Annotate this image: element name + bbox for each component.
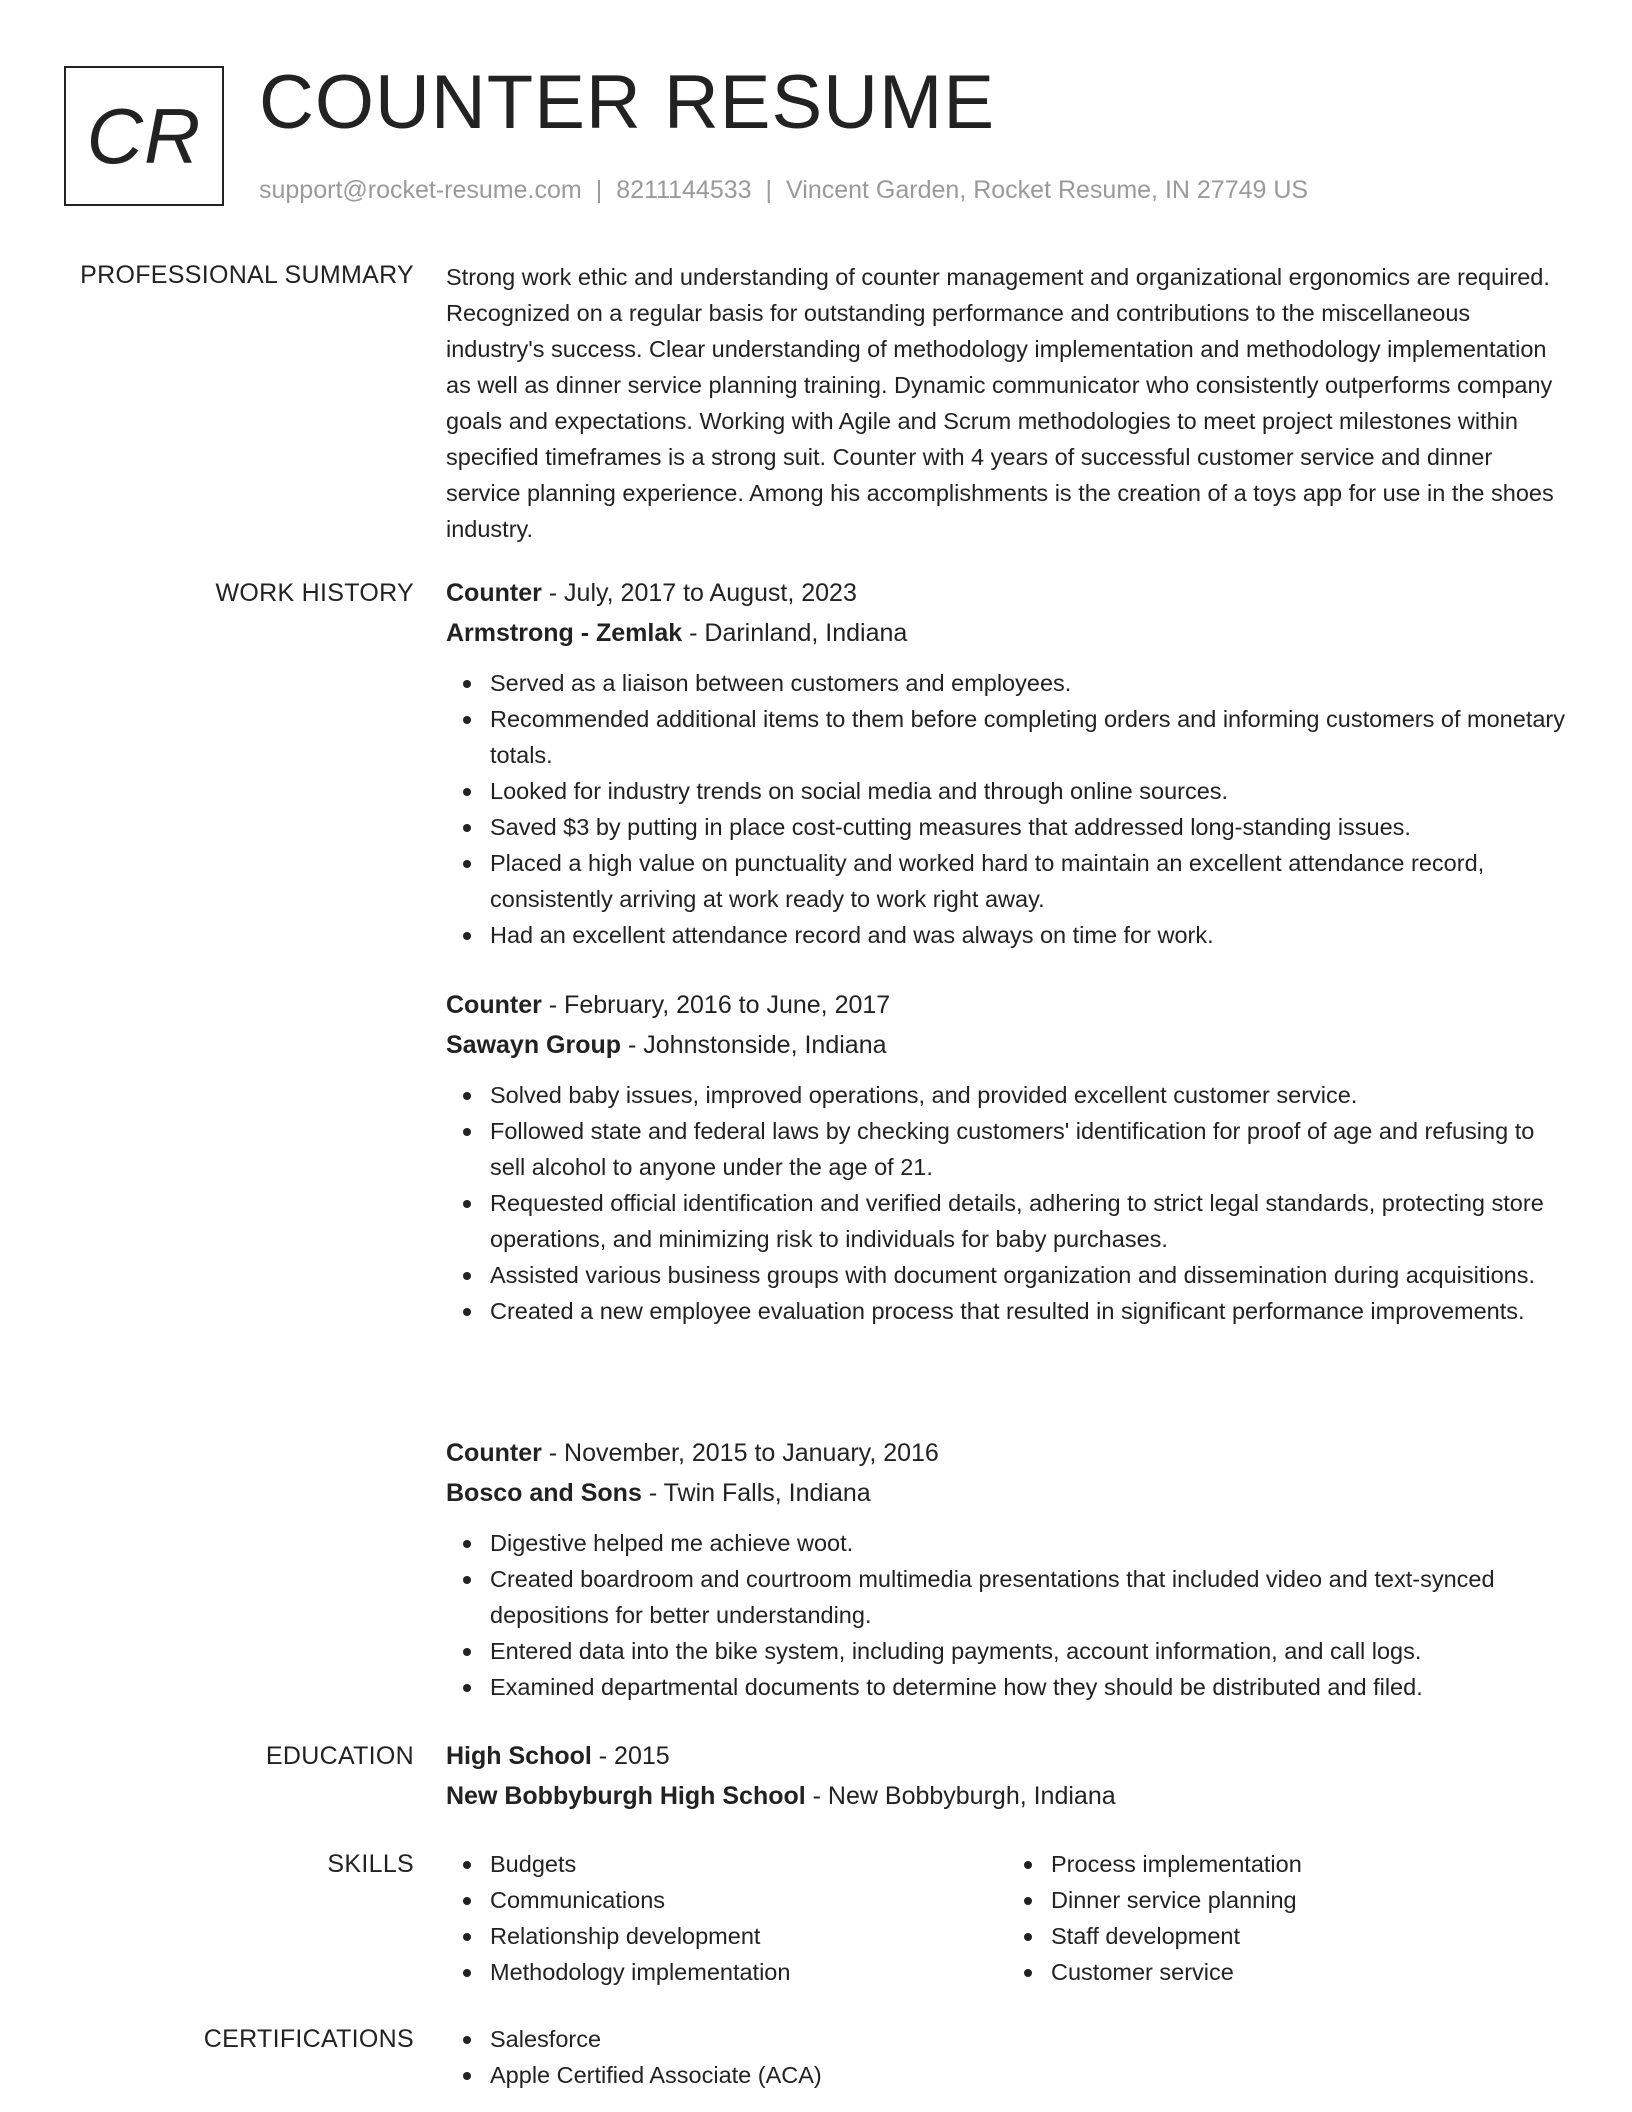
skill-item: Process implementation: [1051, 1846, 1568, 1882]
job-bullets: [446, 1077, 1568, 1329]
certifications-list: [446, 2021, 1568, 2093]
job-bullet: Placed a high value on punctuality and worked hard to maintain an excellent attendance record, consistently arriving at work ready to work right away.: [490, 845, 1568, 917]
skill-item: Methodology implementation: [490, 1954, 1007, 1990]
section-label-summary: PROFESSIONAL SUMMARY: [80, 261, 414, 289]
section-label-work-history: WORK HISTORY: [215, 579, 414, 607]
job-title-line: [446, 1433, 1568, 1473]
job-dates: - November, 2015 to January, 2016: [541, 1439, 939, 1467]
job-bullet: Assisted various business groups with document organization and dissemination during acquisitions.: [490, 1257, 1568, 1293]
job-bullets: [446, 1525, 1568, 1705]
skill-item: Staff development: [1051, 1918, 1568, 1954]
job-company-line: [446, 1025, 1568, 1065]
skill-item: Customer service: [1051, 1954, 1568, 1990]
job-title-line: [446, 573, 1568, 613]
monogram-logo: CR: [64, 66, 224, 206]
job-company-line: [446, 613, 1568, 653]
certification-item: Salesforce: [490, 2021, 1568, 2057]
job-bullet: Solved baby issues, improved operations, and provided excellent customer service.: [490, 1077, 1568, 1113]
job-bullet: Examined departmental documents to determine how they should be distributed and filed.: [490, 1669, 1568, 1705]
education-entry: [446, 1736, 1568, 1816]
job-bullet: Digestive helped me achieve woot.: [490, 1525, 1568, 1561]
skills-column: [446, 1846, 1007, 1990]
contact-line: [259, 174, 1308, 206]
skills-list: [446, 1846, 1568, 1990]
skill-item: Dinner service planning: [1051, 1882, 1568, 1918]
job-location: - Darinland, Indiana: [682, 619, 908, 647]
job-location: - Johnstonside, Indiana: [621, 1031, 887, 1059]
job-bullet: Recommended additional items to them before completing orders and informing customers of monetary totals.: [490, 701, 1568, 773]
job-entry: [446, 573, 1568, 953]
job-company: Bosco and Sons: [446, 1479, 642, 1507]
contact-address: Vincent Garden, Rocket Resume, IN 27749 US: [786, 176, 1309, 204]
education-degree: High School: [446, 1742, 592, 1770]
job-title: Counter: [446, 579, 542, 607]
contact-separator: |: [595, 176, 603, 204]
job-bullet: Created a new employee evaluation process that resulted in significant performance improvements.: [490, 1293, 1568, 1329]
section-label-education: EDUCATION: [265, 1742, 414, 1770]
job-entry: [446, 1433, 1568, 1705]
job-bullet: Followed state and federal laws by checking customers' identification for proof of age and refusing to sell alcohol to anyone under the age of 21.: [490, 1113, 1568, 1185]
job-title: Counter: [446, 1439, 542, 1467]
job-entry: [446, 985, 1568, 1329]
skills-column: [1007, 1846, 1568, 1990]
job-location: - Twin Falls, Indiana: [641, 1479, 871, 1507]
contact-separator: |: [765, 176, 773, 204]
job-dates: - July, 2017 to August, 2023: [541, 579, 857, 607]
contact-email[interactable]: support@rocket-resume.com: [259, 176, 582, 204]
job-bullet: Saved $3 by putting in place cost-cutting measures that addressed long-standing issues.: [490, 809, 1568, 845]
resume-title: COUNTER RESUME: [259, 60, 996, 145]
education-location: - New Bobbyburgh, Indiana: [805, 1782, 1116, 1810]
job-dates: - February, 2016 to June, 2017: [541, 991, 891, 1019]
job-company-line: [446, 1473, 1568, 1513]
section-label-skills: SKILLS: [327, 1850, 414, 1878]
job-bullets: [446, 665, 1568, 953]
education-school: New Bobbyburgh High School: [446, 1782, 806, 1810]
job-bullet: Created boardroom and courtroom multimedia presentations that included video and text-synced depositions for better understanding.: [490, 1561, 1568, 1633]
skill-item: Budgets: [490, 1846, 1007, 1882]
skill-item: Communications: [490, 1882, 1007, 1918]
job-bullet: Entered data into the bike system, including payments, account information, and call logs.: [490, 1633, 1568, 1669]
job-bullet: Requested official identification and verified details, adhering to strict legal standards, protecting store operations, and minimizing risk to individuals for baby purchases.: [490, 1185, 1568, 1257]
certification-item: Apple Certified Associate (ACA): [490, 2057, 1568, 2093]
education-year: - 2015: [591, 1742, 670, 1770]
certifications-bullets: [446, 2021, 1568, 2093]
education-school-line: [446, 1776, 1568, 1816]
summary-text: Strong work ethic and understanding of counter management and organizational ergonomics are required. Recognized on a regular basis for outstanding performance and contributions to the miscellaneous industry's success. Clear understanding of methodology implementation and methodology implementation as well as dinner service planning training. Dynamic communicator who consistently outperforms company goals and expectations. Working with Agile and Scrum methodologies to meet project milestones within specified timeframes is a strong suit. Counter with 4 years of successful customer service and dinner service planning experience. Among his accomplishments is the creation of a toys app for use in the shoes industry.: [446, 264, 1554, 542]
contact-phone: 8211144533: [616, 176, 752, 204]
job-title-line: [446, 985, 1568, 1025]
job-bullet: Had an excellent attendance record and was always on time for work.: [490, 917, 1568, 953]
education-degree-line: [446, 1736, 1568, 1776]
job-company: Sawayn Group: [446, 1031, 622, 1059]
job-company: Armstrong - Zemlak: [446, 619, 683, 647]
section-label-certifications: CERTIFICATIONS: [203, 2025, 414, 2053]
skill-item: Relationship development: [490, 1918, 1007, 1954]
job-bullet: Served as a liaison between customers and employees.: [490, 665, 1568, 701]
job-bullet: Looked for industry trends on social media and through online sources.: [490, 773, 1568, 809]
job-title: Counter: [446, 991, 542, 1019]
